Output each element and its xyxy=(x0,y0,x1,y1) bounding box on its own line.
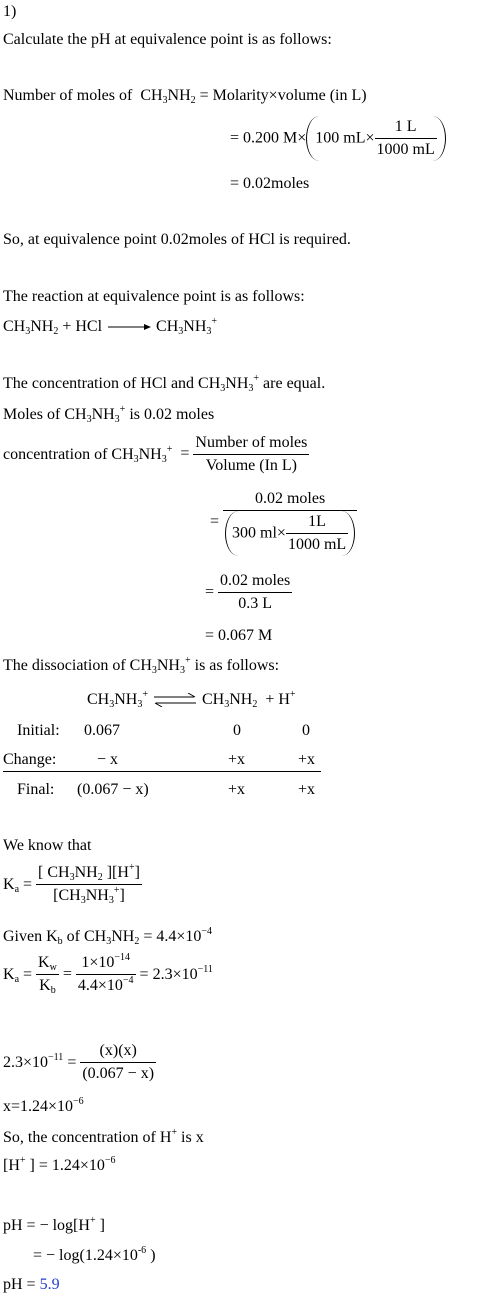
moles-of-text: Moles of $CH_3NH_3^+$ is 0.02 moles xyxy=(3,404,215,425)
moles-equation: Number of moles of $CH_3NH_2$ = Molarity×volume (in L) xyxy=(3,87,367,106)
moles-lhs: Number of moles of xyxy=(3,87,133,104)
conc-step3: = $\frac{\text{0.02 moles}}{0.3 L}$ xyxy=(205,570,292,618)
reaction-equation: $CH_3NH_2$ + HCl $CH_3NH_3^+$ xyxy=(3,316,218,337)
conc2-paren: 300 ml× $\frac{1L}{1000 mL}$ xyxy=(225,511,355,556)
conc-num: Number of moles xyxy=(193,432,309,455)
right-arrow-icon xyxy=(106,322,152,332)
conc-formula: concentration of $CH_3NH_3^+$ = $\frac{\text{Number of moles}}{\text{Volume (In L)}}$ xyxy=(3,432,309,480)
ice-initial-c1: 0.067 xyxy=(84,722,120,739)
ice-initial-label: Initial: xyxy=(17,722,60,739)
dissociation-equation: $CH_3NH_3^+$ $CH_3NH_2 + H^+$ xyxy=(87,689,296,710)
ph-answer: 5.9 xyxy=(39,1276,60,1293)
kw-kb-fraction: $\frac{K_w}{K_b}$ xyxy=(38,954,57,996)
reaction-intro: The reaction at equivalence point is as follows: xyxy=(3,288,305,305)
reaction-mid: + HCl xyxy=(58,318,107,335)
x-fraction: $\frac{(x)(x)}{(0.067 - x)}$ xyxy=(82,1042,155,1082)
conc2-fraction xyxy=(223,488,357,556)
conc-equal-tail: are equal. xyxy=(259,375,326,392)
moles-of-tail: is 0.02 moles xyxy=(125,406,215,423)
conc2-den xyxy=(223,511,357,556)
conc2-inner-fraction: $\frac{1L}{1000 mL}$ xyxy=(287,513,347,553)
ice-final-c1: (0.067 − x) xyxy=(77,781,149,798)
ice-divider xyxy=(3,771,321,772)
conc3-den: 0.3 L xyxy=(238,595,273,612)
ice-initial-c2: 0 xyxy=(233,722,241,739)
intro-text: Calculate the pH at equivalence point is as follows: xyxy=(3,31,332,48)
ice-final-c2: +x xyxy=(228,781,246,798)
ph-line-3: pH = 5.9 xyxy=(3,1276,60,1293)
conc-equal-text: The concentration of HCl and $CH_3NH_3^+$ are equal. xyxy=(3,373,326,394)
ka-fraction xyxy=(36,862,142,907)
we-know-text: We know that xyxy=(3,837,92,854)
moles-fraction xyxy=(375,116,437,161)
moles-eq2-inner: 100 mL× xyxy=(315,129,375,147)
ph-line-2: = − $\log(1.24\times 10^{-6}$ ) xyxy=(33,1245,156,1264)
ice-change-c2: +x xyxy=(228,751,246,768)
ka-calculation: $K_a$ = $\frac{K_w}{K_b}$ = $\frac{1\times 10^{-14}}{4.4\times 10^{-4}}$ = $2.3\times 10^{-11}$ xyxy=(3,952,213,996)
so-hcl-text: So, at equivalence point 0.02moles of HCl is required. xyxy=(3,231,351,248)
ka-values-fraction: $\frac{1\times 10^{-14}}{4.4\times 10^{-4}}$ xyxy=(77,952,134,994)
conc2-num: 0.02 moles xyxy=(223,488,357,511)
moles-frac-num: 1 L xyxy=(375,116,437,139)
equilibrium-arrow-icon xyxy=(152,693,198,707)
moles-calculation xyxy=(230,116,446,166)
x-value: $x=1.24\times 10^{-6}$ xyxy=(3,1096,84,1115)
ice-initial-c3: 0 xyxy=(302,722,310,739)
conc-fraction xyxy=(193,432,309,477)
moles-paren xyxy=(306,116,445,161)
ka-num: [ $CH_3NH_2$ ][H+] xyxy=(38,862,140,883)
conc-step2: = 0.02 moles 300 ml× $\frac{1L}{1000 mL}$ xyxy=(210,488,357,564)
conc3-fraction xyxy=(218,570,292,615)
problem-number: 1) xyxy=(3,3,17,20)
moles-eq1: = Molarity×volume (in L) xyxy=(199,87,367,104)
ph-line-1: pH = − log[H+ ] xyxy=(3,1215,105,1234)
ka-den: $[CH_3NH_3^+]$ xyxy=(53,885,125,906)
ice-change-c1: − x xyxy=(97,751,119,768)
ice-change-label: Change: xyxy=(3,751,57,768)
ice-final-c3: +x xyxy=(298,781,316,798)
conc-equal-label: The concentration of HCl and CH xyxy=(3,375,221,392)
h-value: [H+ ] = $1.24\times 10^{-6}$ xyxy=(3,1155,116,1174)
ice-final-label: Final: xyxy=(17,781,55,798)
x-equation: $2.3\times 10^{-11}$ = $\frac{(x)(x)}{(0.067 - x)}$ xyxy=(3,1040,156,1088)
ice-change-c3: +x xyxy=(298,751,316,768)
conc-label: concentration of $CH_3NH_3^+$ xyxy=(3,443,173,465)
moles-eq2-prefix: = 0.200 M× xyxy=(230,129,307,147)
dissociation-intro: The dissociation of $CH_3NH_3^+$ is as follows: xyxy=(3,655,280,676)
ka-expression: $K_a$ = $\frac{[ CH_3NH_2 ][H^+]}{[CH_3NH_3^+]}$ xyxy=(3,862,140,906)
so-conc-text: So, the concentration of H+ is x xyxy=(3,1127,204,1146)
moles-result: = 0.02moles xyxy=(230,175,310,192)
moles-frac-den: 1000 mL xyxy=(376,141,435,158)
conc3-num: 0.02 moles xyxy=(218,570,292,593)
conc-den: Volume (In L) xyxy=(205,457,298,474)
moles-of-label: Moles of CH xyxy=(3,406,87,423)
conc-result: = 0.067 M xyxy=(205,627,273,644)
given-kb: Given $K_b$ of $CH_3NH_2 = 4.4\times 10^{-4}$ xyxy=(3,926,213,947)
